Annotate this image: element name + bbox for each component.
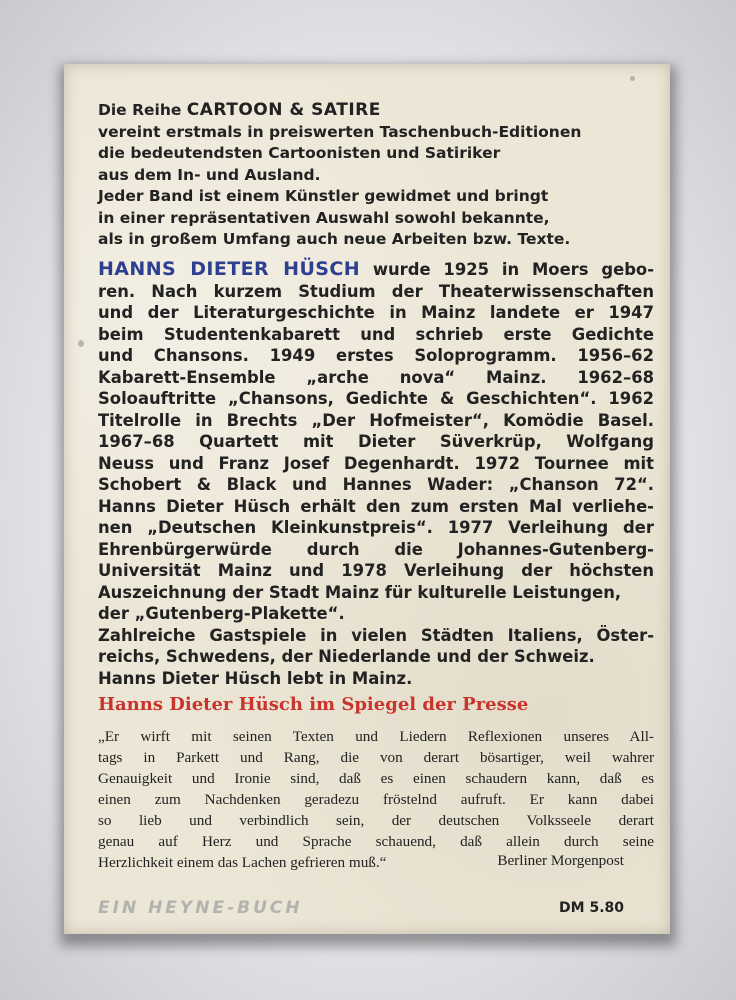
publisher-imprint: EIN HEYNE-BUCH — [98, 898, 303, 918]
quote-line: tags in Parkett und Rang, die von derart bösartiger, weil wahrer — [98, 749, 654, 766]
bio-line: Auszeichnung der Stadt Mainz für kulturelle Leistungen, — [98, 582, 622, 602]
quote-source: Berliner Morgenpost — [497, 852, 624, 869]
intro-line: Jeder Band ist einem Künstler gewidmet und bringt — [98, 187, 549, 205]
bio-line: nen „Deutschen Kleinkunstpreis“. 1977 Verleihung der — [98, 518, 654, 537]
bio-line: und Chansons. 1949 erstes Soloprogramm. 1956–62 — [98, 346, 654, 365]
intro-line: die bedeutendsten Cartoonisten und Satiriker — [98, 144, 501, 162]
bio-line: Universität Mainz und 1978 Verleihung der höchsten — [98, 561, 654, 580]
quote-line: Herzlichkeit einem das Lachen gefrieren muß.“ — [98, 854, 387, 871]
author-name: HANNS DIETER HÜSCH — [98, 258, 361, 280]
series-name: CARTOON & SATIRE — [186, 100, 381, 120]
bio-line: 1967–68 Quartett mit Dieter Süverkrüp, Wolfgang — [98, 432, 654, 451]
bio-line: Titelrolle in Brechts „Der Hofmeister“, Komödie Basel. — [98, 410, 654, 430]
press-quote — [98, 726, 654, 873]
bio-line: Zahlreiche Gastspiele in vielen Städten Italiens, Öster- — [98, 625, 654, 645]
bio-line: Kabarett-Ensemble „arche nova“ Mainz. 1962–68 — [98, 367, 654, 387]
bio-first-line-rest: wurde 1925 in Moers gebo- — [360, 260, 654, 279]
bio-line: Hanns Dieter Hüsch erhält den zum ersten Mal verliehe- — [98, 496, 654, 516]
bio-line: beim Studentenkabarett und schrieb erste Gedichte — [98, 324, 654, 344]
quote-line: einen zum Nachdenken geradezu fröstelnd aufruft. Er kann dabei — [98, 791, 654, 808]
wear-spot — [630, 76, 635, 81]
bio-line: Neuss und Franz Josef Degenhardt. 1972 Tournee mit — [98, 453, 654, 473]
quote-line: so lieb und verbindlich sein, der deutschen Volksseele derart — [98, 812, 654, 829]
quote-line: genau auf Herz und Sprache schauend, daß allein durch seine — [98, 833, 654, 850]
intro-line: vereint erstmals in preiswerten Taschenbuch-Editionen — [98, 122, 582, 141]
intro-line: als in großem Umfang auch neue Arbeiten bzw. Texte. — [98, 230, 571, 248]
author-biography — [98, 259, 654, 689]
quote-line: Genauigkeit und Ironie sind, daß es einen schaudern kann, daß es — [98, 770, 654, 787]
bio-line: Soloauftritte „Chansons, Gedichte & Geschichten“. 1962 — [98, 389, 654, 408]
wear-spot — [78, 340, 84, 347]
quote-line: „Er wirft mit seinen Texten und Liedern Reflexionen unseres All- — [98, 728, 654, 745]
book-back-cover — [64, 64, 670, 934]
bio-line: ren. Nach kurzem Studium der Theaterwissenschaften — [98, 281, 654, 301]
intro-prefix: Die Reihe — [98, 101, 187, 119]
series-intro — [98, 100, 658, 251]
bio-line: der „Gutenberg-Plakette“. — [98, 604, 345, 623]
bio-line: reichs, Schwedens, der Niederlande und der Schweiz. — [98, 647, 595, 666]
bio-line: Hanns Dieter Hüsch lebt in Mainz. — [98, 668, 413, 688]
bio-first-line — [98, 259, 654, 281]
intro-line: in einer repräsentativen Auswahl sowohl bekannte, — [98, 208, 550, 227]
bio-line: Schobert & Black und Hannes Wader: „Chanson 72“. — [98, 475, 654, 494]
bio-line: und der Literaturgeschichte in Mainz landete er 1947 — [98, 303, 654, 322]
intro-first-line — [98, 100, 658, 122]
price-label: DM 5.80 — [559, 900, 624, 916]
bio-line: Ehrenbürgerwürde durch die Johannes-Gutenberg- — [98, 539, 654, 559]
intro-line: aus dem In- und Ausland. — [98, 165, 321, 184]
press-heading: Hanns Dieter Hüsch im Spiegel der Presse — [98, 694, 529, 715]
